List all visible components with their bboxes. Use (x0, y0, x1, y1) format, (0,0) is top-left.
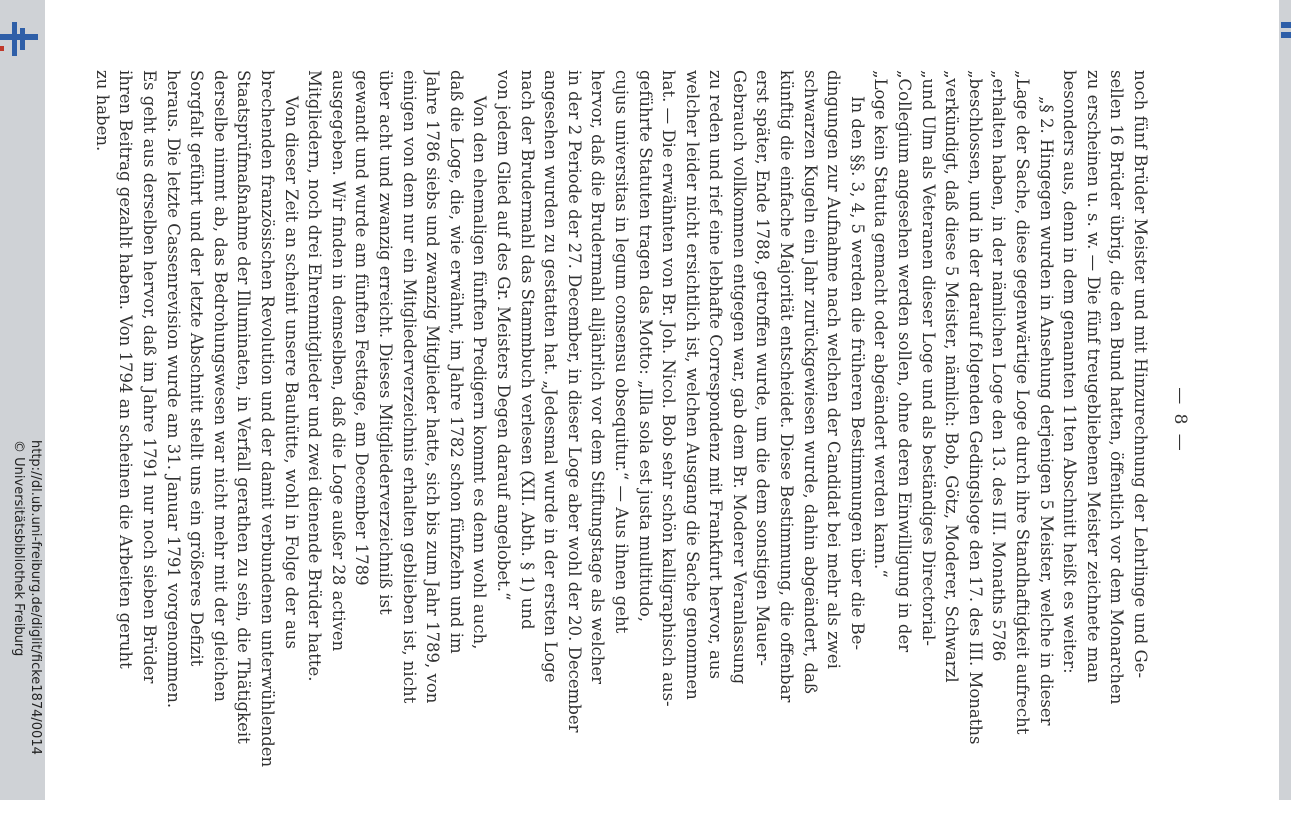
text-line: zu erscheinen u. s. w. — Die fünf treugebliebenen Meister zeichnete man (1083, 70, 1103, 683)
text-line: nach der Brudermahl das Stammbuch verlesen (XII. Abth. § 1) und (517, 70, 537, 630)
text-line: einigen von dem nur ein Mitgliederverzeichnis erhalten geblieben ist, nicht (399, 70, 419, 704)
text-line: Mitgliedern, noch drei Ehrenmitglieder und zwei dienende Brüder hatte. (305, 70, 325, 682)
right-margin-strip (1279, 0, 1291, 800)
text-line: ihren Beitrag gezahlt haben. Von 1794 an scheinen die Arbeiten geruht (116, 70, 136, 669)
text-line: Gebrauch vollkommen entgegen war, gab dem Br. Moderer Veranlassung (729, 70, 749, 685)
text-line: „§ 2. Hingegen wurden in Ansehung derjenigen 5 Meister, welche in dieser (1036, 96, 1056, 726)
text-line: besonders aus, denn in dem genannten 11ten Abschnitt heißt es weiter: (1060, 70, 1080, 674)
text-line: In den §§. 3, 4, 5 werden die früheren Bestimmungen über die Be- (847, 96, 867, 651)
text-line: welcher leider nicht ersichtlich ist, welchen Ausgang die Sache genommen (682, 70, 702, 700)
text-line: sellen 16 Brüder übrig, die den Bund hatten, öffentlich vor dem Monarchen (1107, 70, 1127, 705)
text-line: Sorgfalt geführt und der letzte Abschnitt stellt uns ein größeres Defizit (187, 70, 207, 667)
text-line: Von dieser Zeit an scheint unsere Bauhütte, wohl in Folge der aus (281, 96, 301, 649)
page-text-block (90, 70, 1152, 770)
text-line: cujus universitas in legum consensu obsequitur.“ — Aus ihnen geht (611, 70, 631, 634)
rotated-book-page (92, 70, 1190, 770)
text-line: hat. — Die erwähnten von Br. Joh. Nicol. Bob sehr schön kalligraphisch aus- (659, 70, 679, 707)
text-line: hervor, daß die Brudermahl alljährlich vor dem Stiftungstage als welcher (588, 70, 608, 685)
copyright-notice: © Universitätsbibliothek Freiburg (11, 440, 26, 657)
text-line: zu haben. (92, 70, 112, 152)
text-line: daß die Loge, die, wie erwähnt, im Jahre 1782 schon fünfzehn und im (446, 70, 466, 654)
text-line: gewandt und wurde am fünften Festtage, am December 1789 (352, 70, 372, 586)
text-line: geführte Statuten tragen das Motto: „Illa sola est justa multitudo, (635, 70, 655, 622)
text-line: künftig die einfache Majorität entscheidet. Diese Bestimmung, die offenbar (777, 70, 797, 703)
university-logo-icon (0, 18, 40, 58)
text-line: ausgegeben. Wir finden in demselben, daß die Loge außer 28 activen (328, 70, 348, 652)
text-line: heraus. Die letzte Cassenrevision wurde am 31. Januar 1791 vorgenommen. (163, 70, 183, 709)
page-number: — 8 — (1170, 387, 1190, 453)
text-line: angesehen wurden zu gestatten hat. „Jedesmal wurde in der ersten Loge (541, 70, 561, 683)
text-line: Von den ehemaligen fünften Predigern kommt es denn wohl auch, (470, 96, 490, 650)
text-line: „Collegium angesehen werden sollen, ohne deren Einwilligung in der (895, 70, 915, 653)
text-line: schwarzen Kugeln ein Jahr zurückgewiesen wurde, dahin abgeändert, daß (800, 70, 820, 694)
text-line: derselbe nimmt ab, das Bedrohungswesen war nicht mehr mit der gleichen (210, 70, 230, 702)
permalink-url[interactable]: http://dl.ub.uni-freiburg.de/diglit/ficke1874/0014 (28, 440, 43, 755)
text-line: „Lage der Sache, diese gegenwärtige Loge durch ihre Standhaftigkeit aufrecht (1013, 70, 1033, 735)
text-line: Staatsprüfmaßnahme der Illuminaten, in Verfall gerathen zu sein, die Thätigkeit (234, 70, 254, 744)
text-line: „Loge kein Statuta gemacht oder abgeändert werden kann.“ (871, 70, 891, 578)
text-line: erst später, Ende 1788, getroffen wurde, um die dem sonstigen Mauer- (753, 70, 773, 666)
text-line: „verkündigt, daß diese 5 Meister, nämlich: Bob, Götz, Moderer, Schwarzl (942, 70, 962, 683)
text-line: dingungen zur Aufnahme nach welchen der Candidat bei mehr als zwei (824, 70, 844, 669)
text-line: über acht und zwanzig erreicht. Dieses Mitgliederverzeichniß ist (376, 70, 395, 615)
text-line: „beschlossen, und in der darauf folgenden Gedingsloge den 17. des III. Monaths (965, 70, 985, 745)
text-line: von jedem Glied auf des Gr. Meisters Degen darauf angelobet.“ (493, 70, 513, 601)
text-line: Jahre 1786 siebs und zwanzig Mitglieder hatte, sich bis zum Jahr 1789, von (423, 70, 443, 704)
copyright-side-text (8, 440, 44, 820)
text-line: zu reden und rief eine lebhafte Correspondenz mit Frankfurt hervor, aus (706, 70, 726, 679)
adjacent-page-logo-icon (1279, 22, 1291, 42)
text-line: brechenden französischen Revolution und der damit verbundenen unterwühlenden (258, 70, 278, 768)
text-line: Es geht aus derselben hervor, daß im Jahre 1791 nur noch sieben Brüder (140, 70, 160, 684)
text-line: noch fünf Brüder Meister und mit Hinzurechnung der Lehrlinge und Ge- (1131, 70, 1150, 679)
text-line: „erhalten haben, in der nämlichen Loge den 13. des III. Monaths 5786 (989, 70, 1009, 662)
text-line: in der 2 Periode der 27. December, in dieser Loge aber wohl der 20. December (564, 70, 584, 733)
text-line: „und Ulm als Veteranen dieser Loge und als beständiges Directorial- (918, 70, 938, 646)
